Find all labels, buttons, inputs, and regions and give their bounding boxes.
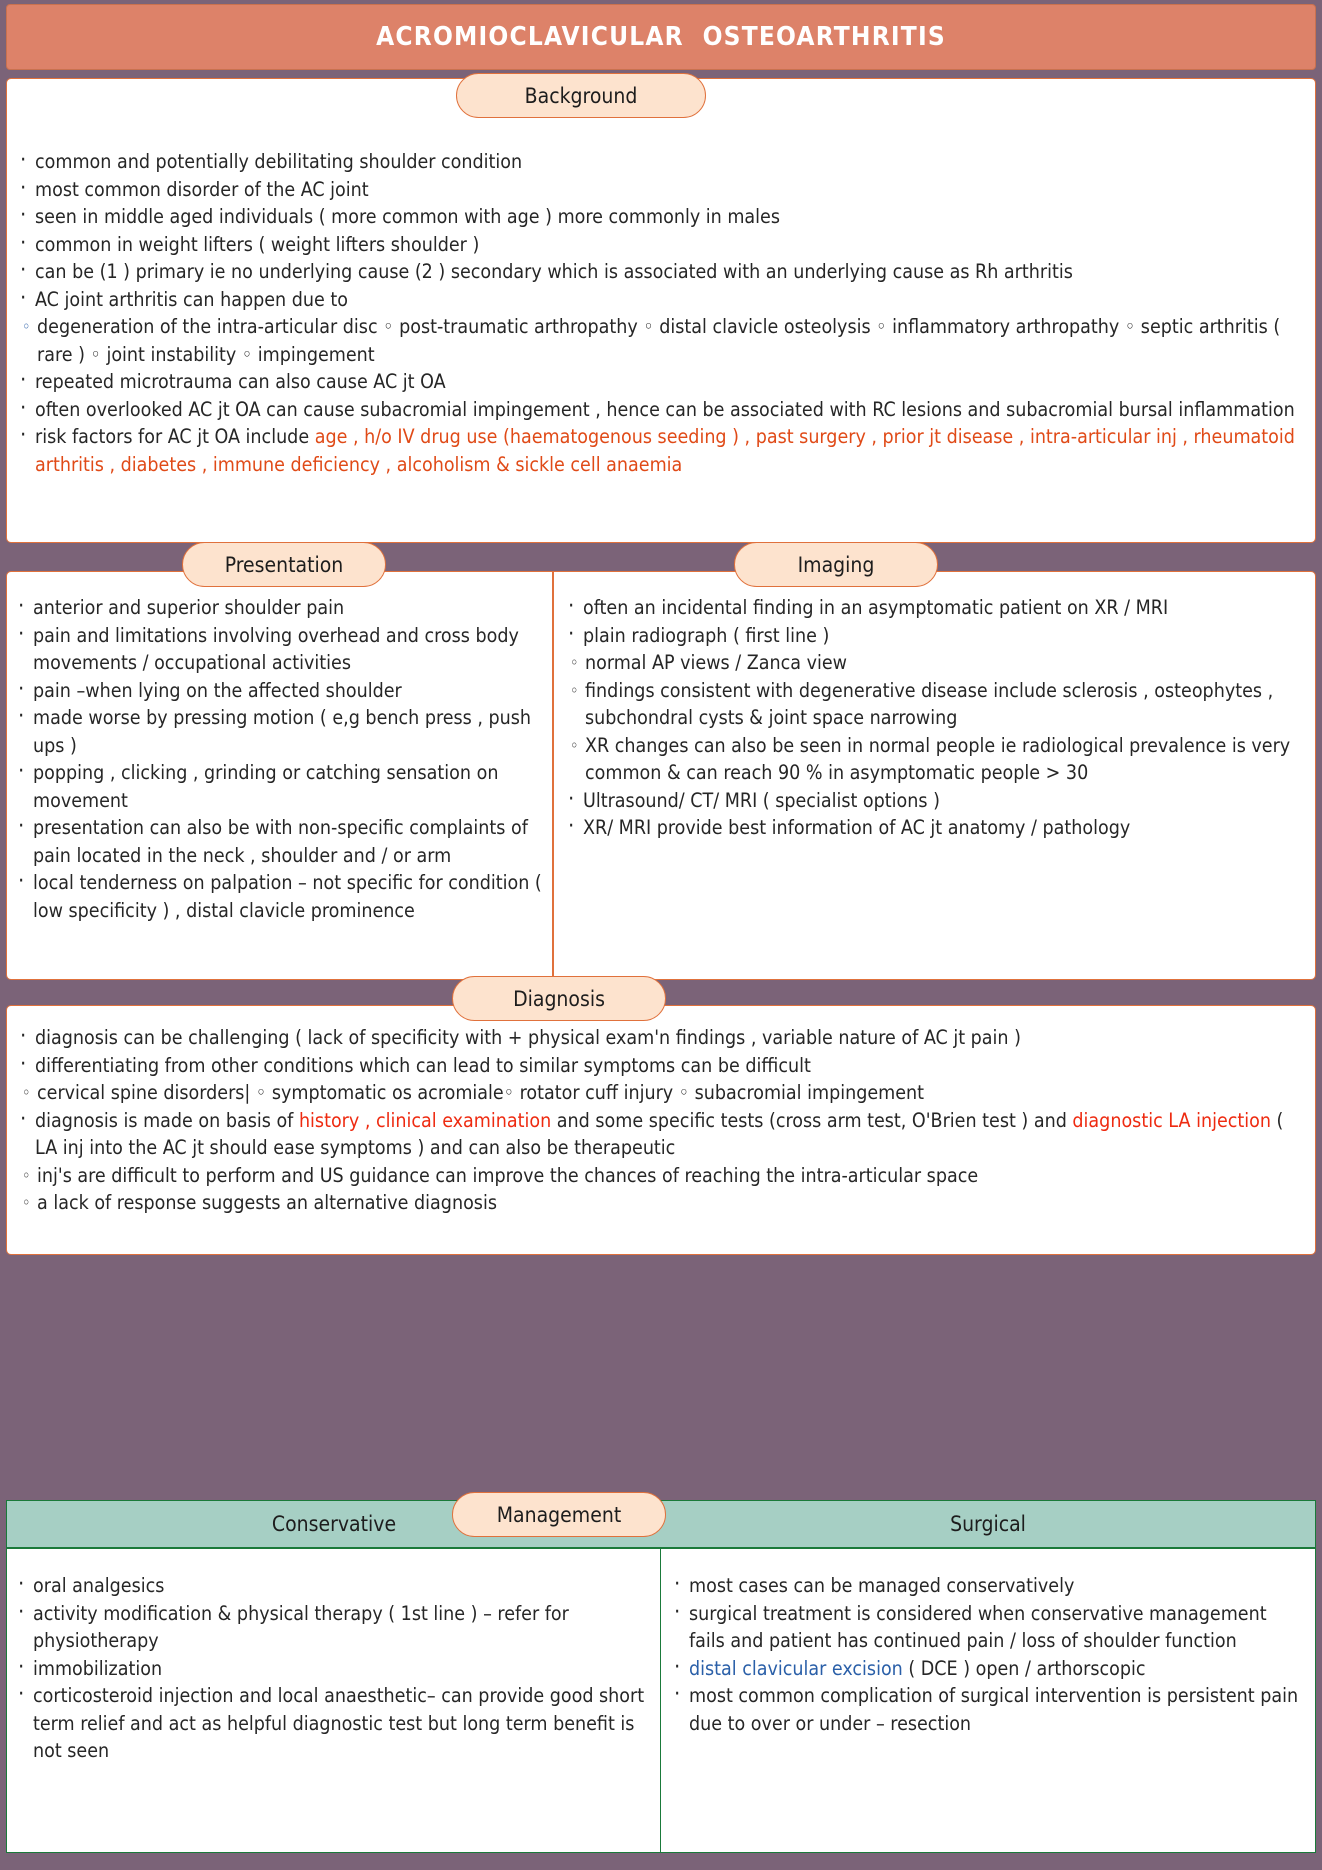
list-item-sub: ◦ inj's are difficult to perform and US guidance can improve the chances of reaching the intra-articular space <box>18 1162 1308 1190</box>
management-surgical-content <box>672 1572 1302 1737</box>
list-item: · seen in middle aged individuals ( more common with age ) more commonly in males <box>18 203 1304 231</box>
background-content <box>18 148 1304 478</box>
list-item: · most common disorder of the AC joint <box>18 176 1304 204</box>
list-item: · plain radiograph ( first line ) <box>566 622 1310 650</box>
list-item: · activity modification & physical therapy ( 1st line ) – refer for physiotherapy <box>16 1600 646 1655</box>
list-item: · anterior and superior shoulder pain <box>16 594 544 622</box>
risk-factors-lead: risk factors for AC jt OA include <box>35 425 315 448</box>
list-item: · surgical treatment is considered when conservative management fails and patient has continued pain / loss of shoulder function <box>672 1600 1302 1655</box>
background-list <box>18 148 1304 478</box>
list-item-sub: ◦ cervical spine disorders| ◦ symptomatic os acromiale◦ rotator cuff injury ◦ subacromial impingement <box>18 1079 1308 1107</box>
imaging-pill <box>734 542 938 587</box>
management-pill <box>452 1492 666 1537</box>
diagnosis-content <box>18 1024 1308 1217</box>
diagnosis-list <box>18 1024 1308 1217</box>
list-item-diagnosis-basis <box>18 1107 1308 1162</box>
diagnosis-la-injection-highlight: diagnostic LA injection <box>1072 1108 1271 1132</box>
list-item: · corticosteroid injection and local anaesthetic– can provide good short term relief and act as helpful diagnostic test but long term benefit is not seen <box>16 1682 646 1765</box>
diagnosis-basis-mid: and some specific tests (cross arm test, O'Brien test ) and <box>551 1108 1073 1132</box>
list-item: · immobilization <box>16 1655 646 1683</box>
page-title: ACROMIOCLAVICULAR OSTEOARTHRITIS <box>376 22 946 52</box>
list-item-sub: ◦ a lack of response suggests an alternative diagnosis <box>18 1189 1308 1217</box>
list-item-sub: ◦ findings consistent with degenerative disease include sclerosis , osteophytes , subchondral cysts & joint space narrowing <box>566 677 1310 732</box>
conservative-list <box>16 1572 646 1765</box>
risk-factors-highlight: age , h/o IV drug use (haematogenous seeding ) , past surgery , prior jt disease , intra-articular inj , rheumatoid arthritis , diabetes , immune deficiency , alcoholism & sickle cell anaemia <box>35 425 1295 476</box>
imaging-content <box>566 594 1310 842</box>
dce-highlight: distal clavicular excision <box>689 1656 903 1680</box>
diagnosis-basis-lead: diagnosis is made on basis of <box>35 1108 299 1132</box>
list-item: · popping , clicking , grinding or catching sensation on movement <box>16 759 544 814</box>
diagnosis-history-highlight: history , clinical examination <box>298 1108 552 1132</box>
list-item: · diagnosis can be challenging ( lack of specificity with + physical exam'n findings , variable nature of AC jt pain ) <box>18 1024 1308 1052</box>
list-item-dce <box>672 1655 1302 1683</box>
surgical-list <box>672 1572 1302 1737</box>
list-item: · common in weight lifters ( weight lifters shoulder ) <box>18 231 1304 259</box>
background-pill-label: Background <box>524 83 638 108</box>
list-item: · often overlooked AC jt OA can cause subacromial impingement , hence can be associated with RC lesions and subacromial bursal inflammation <box>18 396 1304 424</box>
presentation-content <box>16 594 544 924</box>
list-item: · presentation can also be with non-specific complaints of pain located in the neck , shoulder and / or arm <box>16 814 544 869</box>
background-pill <box>456 73 706 118</box>
list-item: · can be (1 ) primary ie no underlying cause (2 ) secondary which is associated with an underlying cause as Rh arthritis <box>18 258 1304 286</box>
management-surgical-header: Surgical <box>950 1512 1026 1536</box>
presentation-list <box>16 594 544 924</box>
list-item-sub: ◦ degeneration of the intra-articular disc ◦ post-traumatic arthropathy ◦ distal clavicle osteolysis ◦ inflammatory arthropathy ◦ septic arthritis ( rare ) ◦ joint instability ◦ impingement <box>18 313 1304 368</box>
imaging-list <box>566 594 1310 842</box>
diagnosis-pill <box>452 976 666 1021</box>
presentation-pill-label: Presentation <box>224 552 344 577</box>
list-item-sub: ◦ normal AP views / Zanca view <box>566 649 1310 677</box>
list-item-sub: ◦ XR changes can also be seen in normal people ie radiological prevalence is very common & can reach 90 % in asymptomatic people > 30 <box>566 732 1310 787</box>
management-pill-label: Management <box>496 1502 622 1527</box>
list-item: · common and potentially debilitating shoulder condition <box>18 148 1304 176</box>
list-item: · most cases can be managed conservatively <box>672 1572 1302 1600</box>
dce-tail: ( DCE ) open / arthorscopic <box>902 1656 1146 1680</box>
list-item: · most common complication of surgical intervention is persistent pain due to over or under – resection <box>672 1682 1302 1737</box>
list-item: · differentiating from other conditions which can lead to similar symptoms can be difficult <box>18 1052 1308 1080</box>
list-item-risk-factors <box>18 423 1304 478</box>
list-item: · repeated microtrauma can also cause AC jt OA <box>18 368 1304 396</box>
list-item: · pain and limitations involving overhead and cross body movements / occupational activities <box>16 622 544 677</box>
list-item: · AC joint arthritis can happen due to <box>18 286 1304 314</box>
diagnosis-pill-label: Diagnosis <box>513 986 605 1011</box>
presentation-pill <box>182 542 386 587</box>
list-item: · oral analgesics <box>16 1572 646 1600</box>
management-conservative-content <box>16 1572 646 1765</box>
page-title-bar <box>6 4 1316 70</box>
list-item: · XR/ MRI provide best information of AC jt anatomy / pathology <box>566 814 1310 842</box>
imaging-pill-label: Imaging <box>797 552 875 577</box>
management-divider <box>660 1549 661 1852</box>
presentation-imaging-divider <box>552 572 554 979</box>
list-item: · made worse by pressing motion ( e,g bench press , push ups ) <box>16 704 544 759</box>
list-item: · pain –when lying on the affected shoulder <box>16 677 544 705</box>
list-item: · often an incidental finding in an asymptomatic patient on XR / MRI <box>566 594 1310 622</box>
list-item: · Ultrasound/ CT/ MRI ( specialist options ) <box>566 787 1310 815</box>
management-conservative-header: Conservative <box>271 1512 397 1536</box>
list-item: · local tenderness on palpation – not specific for condition ( low specificity ) , distal clavicle prominence <box>16 869 544 924</box>
diagnosis-basis-tail: ( LA inj into the AC jt should ease symptoms ) and can also be therapeutic <box>35 1108 1284 1159</box>
